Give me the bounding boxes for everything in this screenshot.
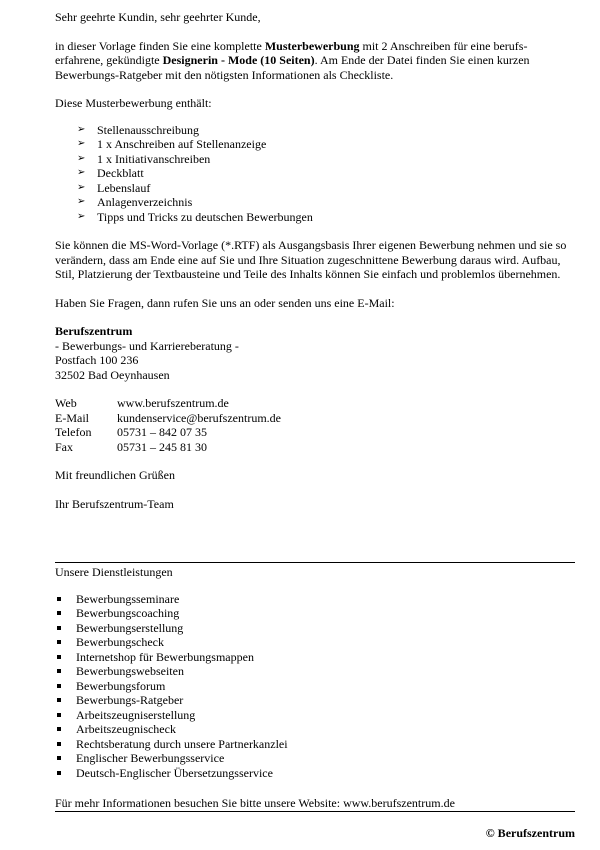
square-bullet-icon (57, 655, 61, 659)
arrow-bullet-icon: ➢ (77, 210, 86, 222)
list-item: ➢ Stellenausschreibung (77, 122, 199, 137)
square-bullet-icon (57, 626, 61, 630)
contents-list (55, 123, 575, 225)
list-item: ➢ Anlagenverzeichnis (77, 195, 193, 209)
square-bullet-icon (57, 640, 61, 644)
contains-heading: Diese Musterbewerbung enthält: (55, 96, 212, 110)
services-section (55, 565, 575, 780)
square-bullet-icon (57, 684, 61, 688)
arrow-bullet-icon: ➢ (77, 138, 86, 149)
list-item: Bewerbungscoaching (57, 606, 575, 621)
list-item: ➢ Deckblatt (77, 166, 144, 180)
list-item: ➢ 1 x Initiativanschreiben (77, 151, 211, 166)
arrow-bullet-icon: ➢ (77, 167, 86, 178)
arrow-bullet-icon: ➢ (77, 196, 86, 207)
list-item: Englischer Bewerbungsservice (57, 751, 575, 766)
square-bullet-icon (57, 756, 61, 760)
divider-bottom (55, 811, 575, 812)
services-more-info (55, 796, 455, 811)
list-item: Bewerbungsseminare (57, 592, 575, 607)
list-item: Bewerbungscheck (57, 635, 575, 650)
list-item: Arbeitszeugniserstellung (57, 708, 575, 723)
copyright: © Berufszentrum (485, 826, 575, 840)
contact-value-email[interactable]: kundenservice@berufszentrum.de (117, 410, 281, 425)
table-row (55, 440, 281, 455)
list-item: ➢ 1 x Anschreiben auf Stellenanzeige (77, 137, 267, 151)
square-bullet-icon (57, 727, 61, 731)
intro-paragraph (55, 39, 575, 83)
contact-value-web[interactable]: www.berufszentrum.de (117, 396, 229, 410)
list-item: Bewerbungs-Ratgeber (57, 693, 575, 708)
company-postbox: Postfach 100 236 (55, 353, 139, 367)
services-list (55, 592, 575, 781)
contact-label-web: Web (55, 396, 77, 410)
letter-body (55, 10, 575, 511)
list-item: Bewerbungsforum (57, 679, 575, 694)
more-info-text: Für mehr Informationen besuchen Sie bitte unsere Website: www.berufszentrum.de (55, 796, 455, 810)
square-bullet-icon (57, 742, 61, 746)
square-bullet-icon (57, 698, 61, 702)
list-item: ➢ Lebenslauf (77, 180, 151, 195)
square-bullet-icon (57, 669, 61, 673)
contact-table (55, 396, 281, 454)
list-item: Internetshop für Bewerbungsmappen (57, 650, 575, 665)
company-name: Berufszentrum (55, 324, 133, 338)
square-bullet-icon (57, 597, 61, 601)
list-item: Arbeitszeugnischeck (57, 722, 575, 737)
square-bullet-icon (57, 611, 61, 615)
table-row (55, 411, 281, 426)
square-bullet-icon (57, 771, 61, 775)
company-tagline: - Bewerbungs- und Karriereberatung - (55, 338, 239, 353)
contact-value-fax: 05731 – 245 81 30 (117, 439, 207, 454)
arrow-bullet-icon: ➢ (77, 123, 86, 135)
intro-part3: . Am Ende der Datei finden Sie einen kurzen Bewerbungs-Ratgeber mit den nötigsten Informationen als Checkliste. (55, 53, 530, 82)
list-item: ➢ Tipps und Tricks zu deutschen Bewerbungen (77, 209, 313, 224)
services-heading: Unsere Dienstleistungen (55, 565, 173, 579)
signature: Ihr Berufszentrum-Team (55, 496, 174, 511)
square-bullet-icon (57, 713, 61, 717)
arrow-bullet-icon: ➢ (77, 152, 86, 164)
contact-label-email: E-Mail (55, 410, 89, 425)
list-item: Bewerbungswebseiten (57, 664, 575, 679)
divider-top (55, 562, 575, 563)
list-item: Deutsch-Englischer Übersetzungsservice (57, 766, 575, 781)
intro-bold-musterbewerbung: Musterbewerbung (264, 38, 360, 53)
table-row (55, 425, 281, 440)
intro-part2: mit 2 Anschreiben für eine berufs-erfahrene, gekündigte (55, 38, 528, 67)
greeting: Sehr geehrte Kundin, sehr geehrter Kunde, (55, 10, 261, 24)
questions-paragraph: Haben Sie Fragen, dann rufen Sie uns an oder senden uns eine E-Mail: (55, 295, 395, 310)
table-row (55, 396, 281, 411)
intro-bold-designerin: Designerin - Mode (10 Seiten) (162, 53, 315, 67)
contact-label-phone: Telefon (55, 425, 92, 439)
list-item: Rechtsberatung durch unsere Partnerkanzlei (57, 737, 575, 752)
arrow-bullet-icon: ➢ (77, 181, 86, 193)
contact-label-fax: Fax (55, 439, 73, 454)
intro-part1: in dieser Vorlage finden Sie eine komplette (55, 38, 265, 53)
contact-value-phone: 05731 – 842 07 35 (117, 425, 207, 439)
usage-paragraph: Sie können die MS-Word-Vorlage (*.RTF) als Ausgangsbasis Ihrer eigenen Bewerbung nehmen und sie so verändern, dass am Ende eine auf Sie und Ihre Situation zugeschnittene Bewerbung daraus wird. Aufbau, Stil, Platzierung der Textbausteine und Teile des Inhalts können Sie einfach und problemlos übernehmen. (55, 238, 567, 281)
closing: Mit freundlichen Grüßen (55, 468, 175, 482)
company-city: 32502 Bad Oeynhausen (55, 367, 170, 382)
list-item: Bewerbungserstellung (57, 621, 575, 636)
